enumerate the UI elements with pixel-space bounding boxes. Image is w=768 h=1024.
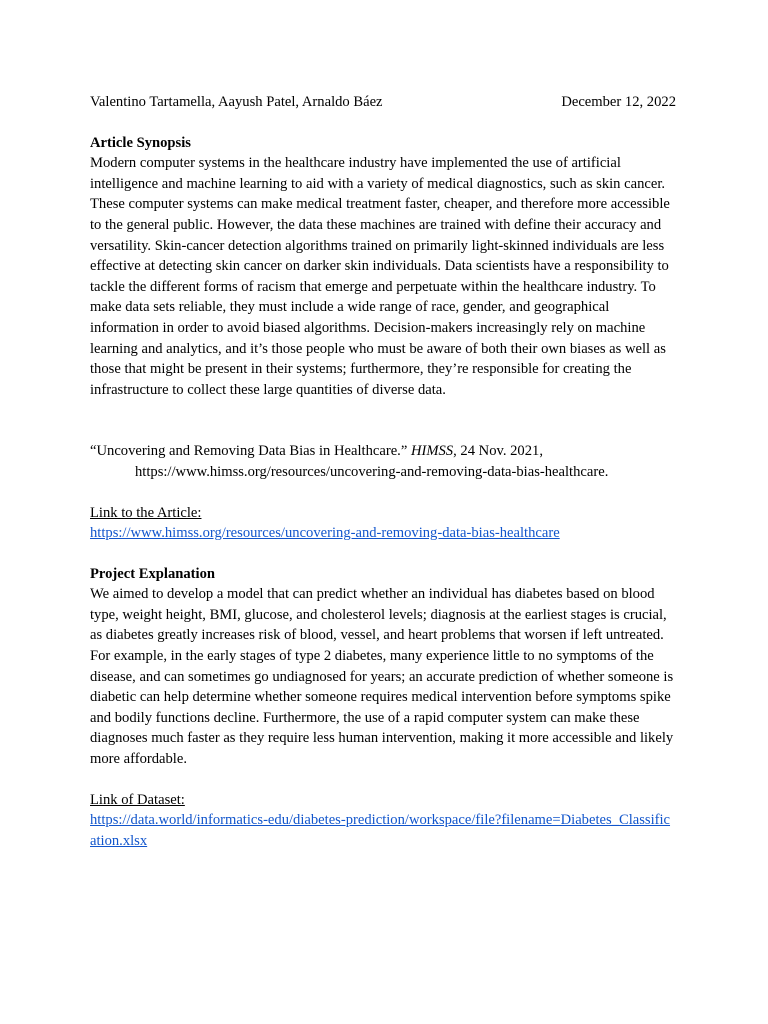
article-link[interactable]: https://www.himss.org/resources/uncovering-and-removing-data-bias-healthcare	[90, 525, 560, 542]
synopsis-paragraph: Modern computer systems in the healthcare industry have implemented the use of artificial intelligence and machine learning to aid with a variety of medical diagnostics, such as skin cancer. These computer systems can make medical treatment faster, cheaper, and therefore more accessible to the general public. However, the data these machines are trained with define their accuracy and versatility. Skin-cancer detection algorithms trained on primarily light-skinned individuals are less effective at detecting skin cancer on darker skin individuals. Data scientists have a responsibility to tackle the different forms of racism that emerge and perpetuate within the healthcare industry. To make data sets reliable, they must include a wide range of race, gender, and geographical information in order to avoid biased algorithms. Decision-makers increasingly rely on machine learning and analytics, and it’s those people who must be aware of both their own biases as well as those that might be present in their systems; furthermore, they’re responsible for creating the infrastructure to collect these large quantities of diverse data.	[90, 155, 670, 398]
authors: Valentino Tartamella, Aayush Patel, Arnaldo Báez	[90, 94, 383, 110]
document-page	[90, 92, 676, 851]
document-header	[90, 92, 676, 113]
dataset-link[interactable]: https://data.world/informatics-edu/diabetes-prediction/workspace/file?filename=Diabetes_Classification.xlsx	[90, 812, 671, 849]
citation-url: https://www.himss.org/resources/uncovering-and-removing-data-bias-healthcare.	[135, 463, 609, 480]
project-heading: Project Explanation	[90, 565, 215, 582]
citation	[90, 441, 676, 482]
citation-journal: HIMSS	[410, 443, 454, 460]
article-link-label: Link to the Article:	[90, 504, 202, 521]
synopsis-heading: Article Synopsis	[90, 134, 191, 151]
citation-date: , 24 Nov. 2021,	[453, 443, 543, 460]
document-date: December 12, 2022	[561, 94, 676, 110]
dataset-link-label: Link of Dataset:	[90, 791, 185, 808]
citation-title: “Uncovering and Removing Data Bias in Healthcare.”	[90, 443, 411, 460]
project-paragraph: We aimed to develop a model that can predict whether an individual has diabetes based on blood type, weight height, BMI, glucose, and cholesterol levels; diagnosis at the earliest stages is crucial, as diabetes greatly increases risk of blood, vessel, and heart problems that worsen if left untreated. For example, in the early stages of type 2 diabetes, many experience little to no symptoms of the disease, and can sometimes go undiagnosed for years; an accurate prediction of whether someone is diabetic can help determine whether someone requires medical intervention before symptoms spike and bodily functions decline. Furthermore, the use of a rapid computer system can make these diagnoses much faster as they require less human intervention, making it more accessible and likely more affordable.	[90, 586, 674, 768]
